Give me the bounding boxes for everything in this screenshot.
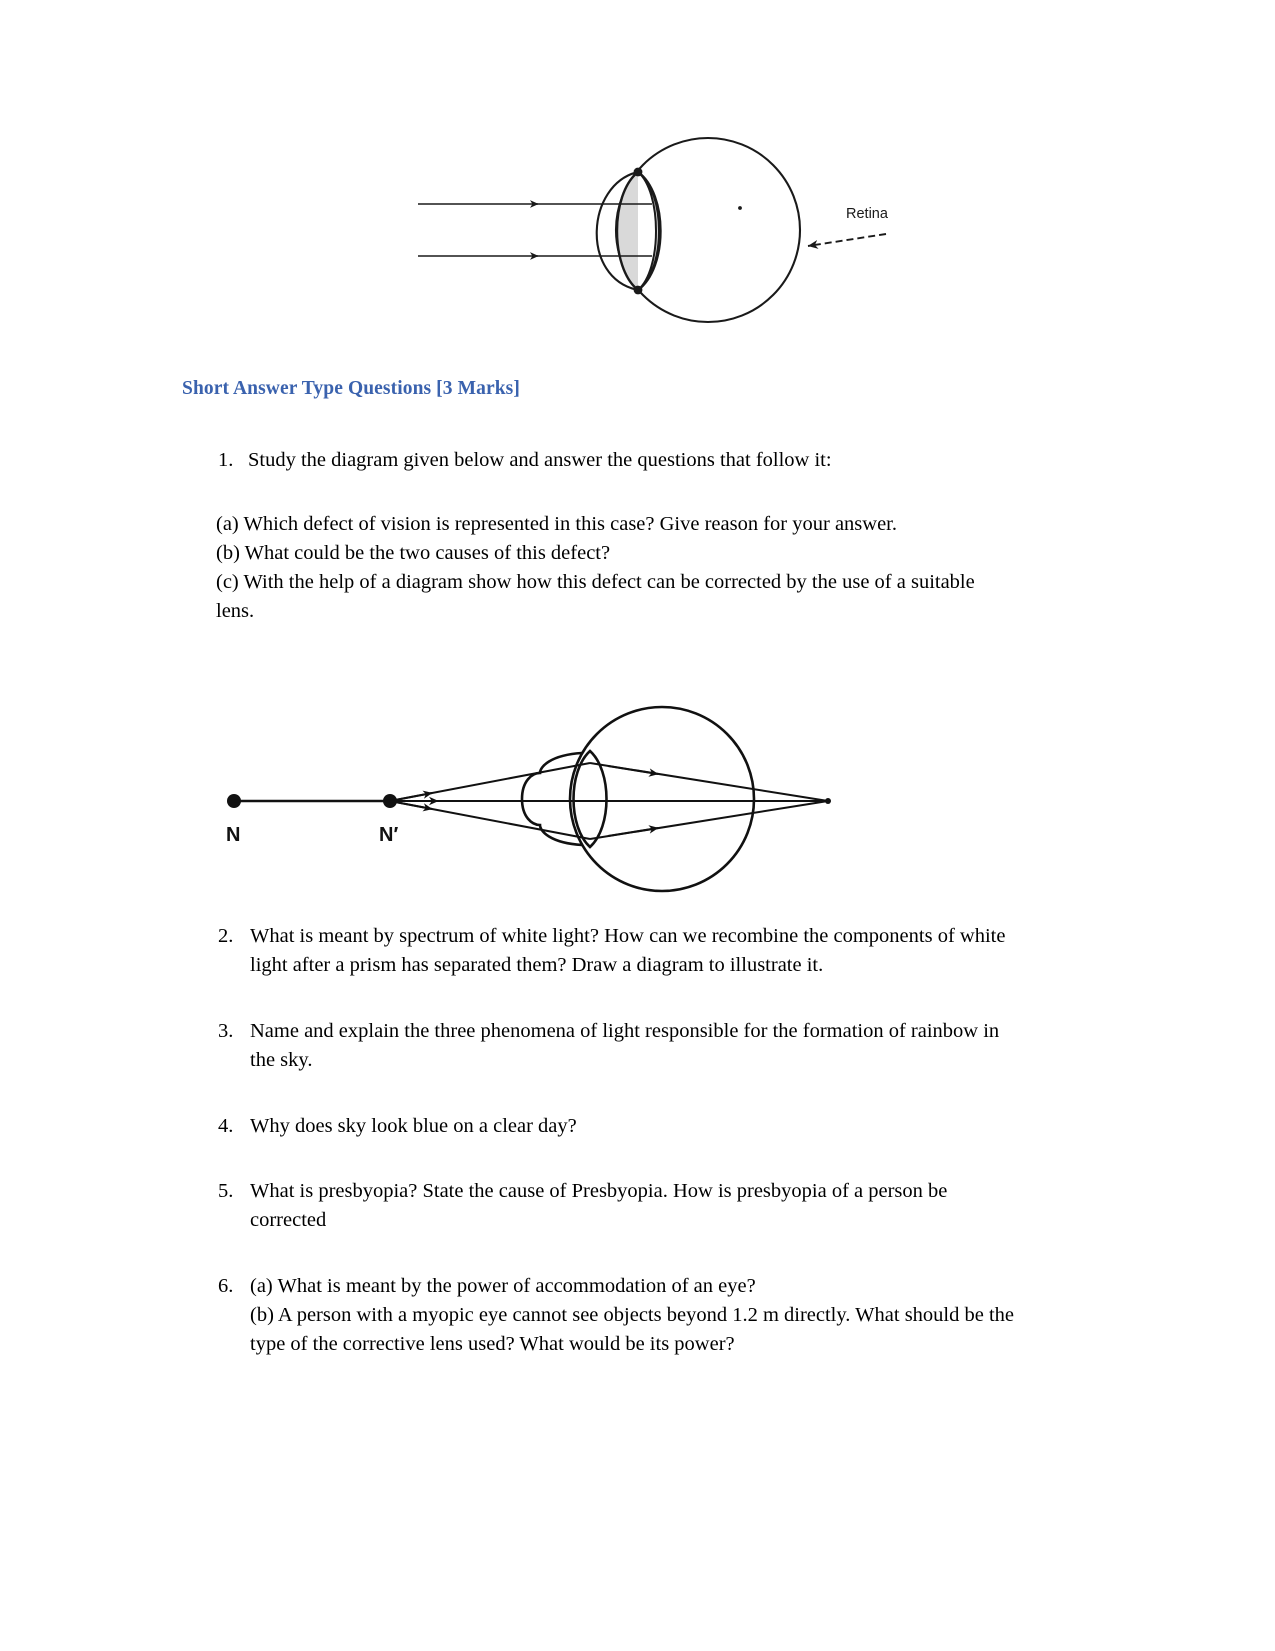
question-1-subparts — [216, 510, 1006, 626]
question-1-subpart-a: (a) Which defect of vision is represented in this case? Give reason for your answer. — [216, 513, 898, 535]
section-heading: Short Answer Type Questions [3 Marks] — [182, 378, 520, 399]
lens-top-node — [634, 168, 643, 177]
question-item-2 — [218, 922, 1023, 980]
label-n: N — [226, 824, 241, 846]
focus-point — [825, 798, 831, 804]
ray-upper-arrow — [390, 793, 432, 801]
question-body-1 — [248, 446, 1018, 475]
ray-upper-refracted-arrow — [608, 766, 658, 774]
question-text-2: What is meant by spectrum of white light? How can we recombine the components of white light after a prism has separated them? Draw a diagram to illustrate it. — [250, 925, 1006, 977]
label-n-prime: N′ — [379, 824, 399, 846]
question-item-4 — [218, 1112, 1023, 1141]
question-body-3 — [250, 1017, 1023, 1075]
question-item-3 — [218, 1017, 1023, 1075]
eye-diagram-middle-svg — [210, 655, 850, 905]
question-text-1: Study the diagram given below and answer the questions that follow it: — [248, 449, 832, 471]
ray-lower-refracted-arrow — [608, 828, 658, 836]
question-text-3: Name and explain the three phenomena of light responsible for the formation of rainbow in the sky. — [250, 1020, 1000, 1072]
lens-bottom-node — [634, 286, 643, 295]
question-number-2: 2. — [218, 925, 234, 947]
question-body-4 — [250, 1112, 1023, 1141]
question-1-subpart-c: (c) With the help of a diagram show how this defect can be corrected by the use of a suitable lens. — [216, 571, 975, 623]
ray-lower-arrow — [390, 801, 432, 809]
question-text-4: Why does sky look blue on a clear day? — [250, 1115, 577, 1137]
question-number-3: 3. — [218, 1020, 234, 1042]
question-number-4: 4. — [218, 1115, 234, 1137]
figure-eye-hypermetropia — [210, 655, 850, 905]
lens-front-surface — [617, 172, 638, 290]
eye-lens-shaded — [638, 172, 659, 290]
question-body-5 — [250, 1177, 1023, 1235]
question-item-1 — [218, 446, 1018, 475]
retina-callout-arrow — [808, 234, 886, 246]
question-item-6 — [218, 1272, 1023, 1359]
retina-label: Retina — [846, 206, 888, 222]
question-body-2 — [250, 922, 1023, 980]
eyeball-outline-2 — [570, 707, 754, 891]
question-number-1: 1. — [218, 449, 234, 471]
question-number-6: 6. — [218, 1275, 234, 1297]
vitreous-speck — [738, 206, 742, 210]
eye-diagram-top-svg — [400, 110, 920, 350]
figure-eye-parallel-rays — [400, 110, 920, 350]
question-item-5 — [218, 1177, 1023, 1235]
question-body-6 — [250, 1272, 1023, 1359]
eyeball-outline — [616, 138, 800, 322]
question-text-6b: (b) A person with a myopic eye cannot see objects beyond 1.2 m directly. What should be the type of the corrective lens used? What would be its power? — [250, 1304, 1015, 1356]
question-text-5: What is presbyopia? State the cause of Presbyopia. How is presbyopia of a person be corrected — [250, 1180, 948, 1232]
question-number-5: 5. — [218, 1180, 234, 1202]
question-1-subpart-b: (b) What could be the two causes of this defect? — [216, 542, 611, 565]
question-text-6a: (a) What is meant by the power of accommodation of an eye? — [250, 1275, 756, 1297]
